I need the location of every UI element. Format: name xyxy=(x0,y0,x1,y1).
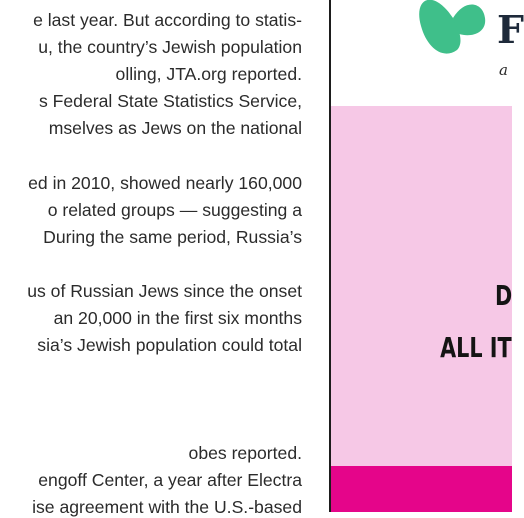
article-line: obes reported. xyxy=(188,443,302,463)
article-line: During the same period, Russia’s xyxy=(43,227,302,247)
article-line: ed in 2010, showed nearly 160,000 xyxy=(28,173,302,193)
article-line: an 20,000 in the first six months xyxy=(53,308,302,328)
article-line: sia’s Jewish population could total xyxy=(37,335,302,355)
article-line: us of Russian Jews since the onset xyxy=(27,281,302,301)
article-line: o related groups — suggesting a xyxy=(47,200,302,220)
article-line: engoff Center, a year after Electra xyxy=(38,470,302,490)
article-line: u, the country’s Jewish population xyxy=(38,37,302,57)
article-line: ise agreement with the U.S.-based xyxy=(32,497,302,517)
ad-headline-line-1: D xyxy=(494,279,512,312)
ad-banner[interactable] xyxy=(331,106,512,466)
ad-headline-line-2: ALL IT xyxy=(440,331,512,364)
ad-cta-bar[interactable] xyxy=(331,466,512,512)
butterfly-icon xyxy=(413,0,493,64)
ad-logo-letter: F xyxy=(497,7,524,52)
article-line: s Federal State Statistics Service, xyxy=(38,91,302,111)
ad-logo-tagline: a xyxy=(499,61,508,79)
advertisement[interactable] xyxy=(331,0,524,512)
article-line: mselves as Jews on the national xyxy=(48,118,302,138)
article-line: olling, JTA.org reported. xyxy=(115,64,302,84)
ad-logo xyxy=(331,0,524,106)
article-line: e last year. But according to statis- xyxy=(33,10,302,30)
